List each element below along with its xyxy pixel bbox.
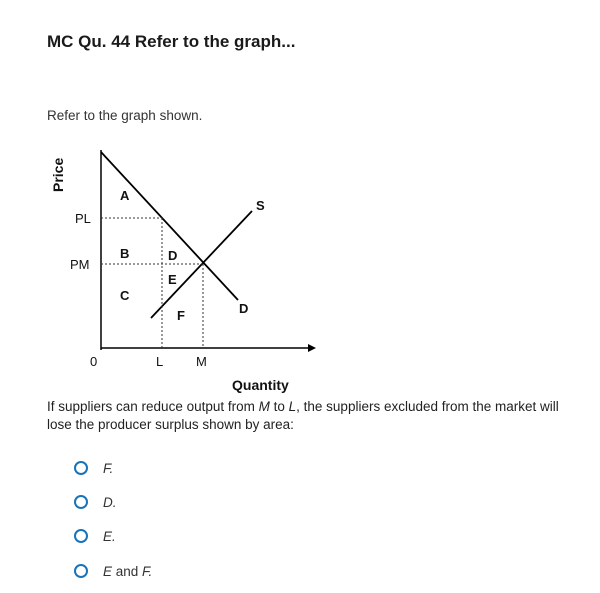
question-text: [47, 398, 587, 434]
question-l: L: [288, 399, 297, 414]
area-a-label: A: [120, 188, 130, 203]
option-label-and: and: [112, 563, 143, 579]
origin-label: 0: [90, 354, 98, 369]
option-label-e: E: [103, 563, 113, 579]
option-label: D.: [103, 494, 117, 510]
pl-label: PL: [75, 211, 91, 226]
area-d-label: D: [168, 248, 178, 263]
option-f[interactable]: [74, 458, 113, 478]
radio-button[interactable]: [74, 495, 88, 509]
question-part-3: , the suppliers excluded from the market will lose the producer surplus shown by area:: [47, 399, 559, 432]
option-label: [103, 564, 152, 579]
question-title: MC Qu. 44 Refer to the graph...: [47, 32, 296, 51]
y-axis-label: Price: [50, 157, 66, 192]
option-e-and-f[interactable]: [74, 561, 152, 581]
option-d[interactable]: [74, 492, 117, 512]
m-label: M: [196, 354, 207, 369]
radio-button[interactable]: [74, 461, 88, 475]
question-m: M: [258, 399, 270, 414]
supply-label: S: [256, 198, 265, 213]
x-axis-arrow: [308, 344, 316, 352]
option-label: E.: [103, 528, 116, 544]
area-f-label: F: [177, 308, 185, 323]
radio-button[interactable]: [74, 529, 88, 543]
pm-label: PM: [70, 257, 90, 272]
l-label: L: [156, 354, 164, 369]
option-e[interactable]: [74, 526, 116, 546]
question-part-1: If suppliers can reduce output from: [47, 399, 259, 414]
intro-text: Refer to the graph shown.: [47, 108, 203, 123]
option-label-f: F.: [142, 563, 153, 579]
area-b-label: B: [120, 246, 130, 261]
area-e-label: E: [168, 272, 177, 287]
option-label: F.: [103, 460, 114, 476]
radio-button[interactable]: [74, 564, 88, 578]
question-part-2: to: [269, 399, 289, 414]
demand-label: D: [239, 301, 249, 316]
x-axis-label: Quantity: [232, 377, 289, 393]
area-c-label: C: [120, 288, 130, 303]
